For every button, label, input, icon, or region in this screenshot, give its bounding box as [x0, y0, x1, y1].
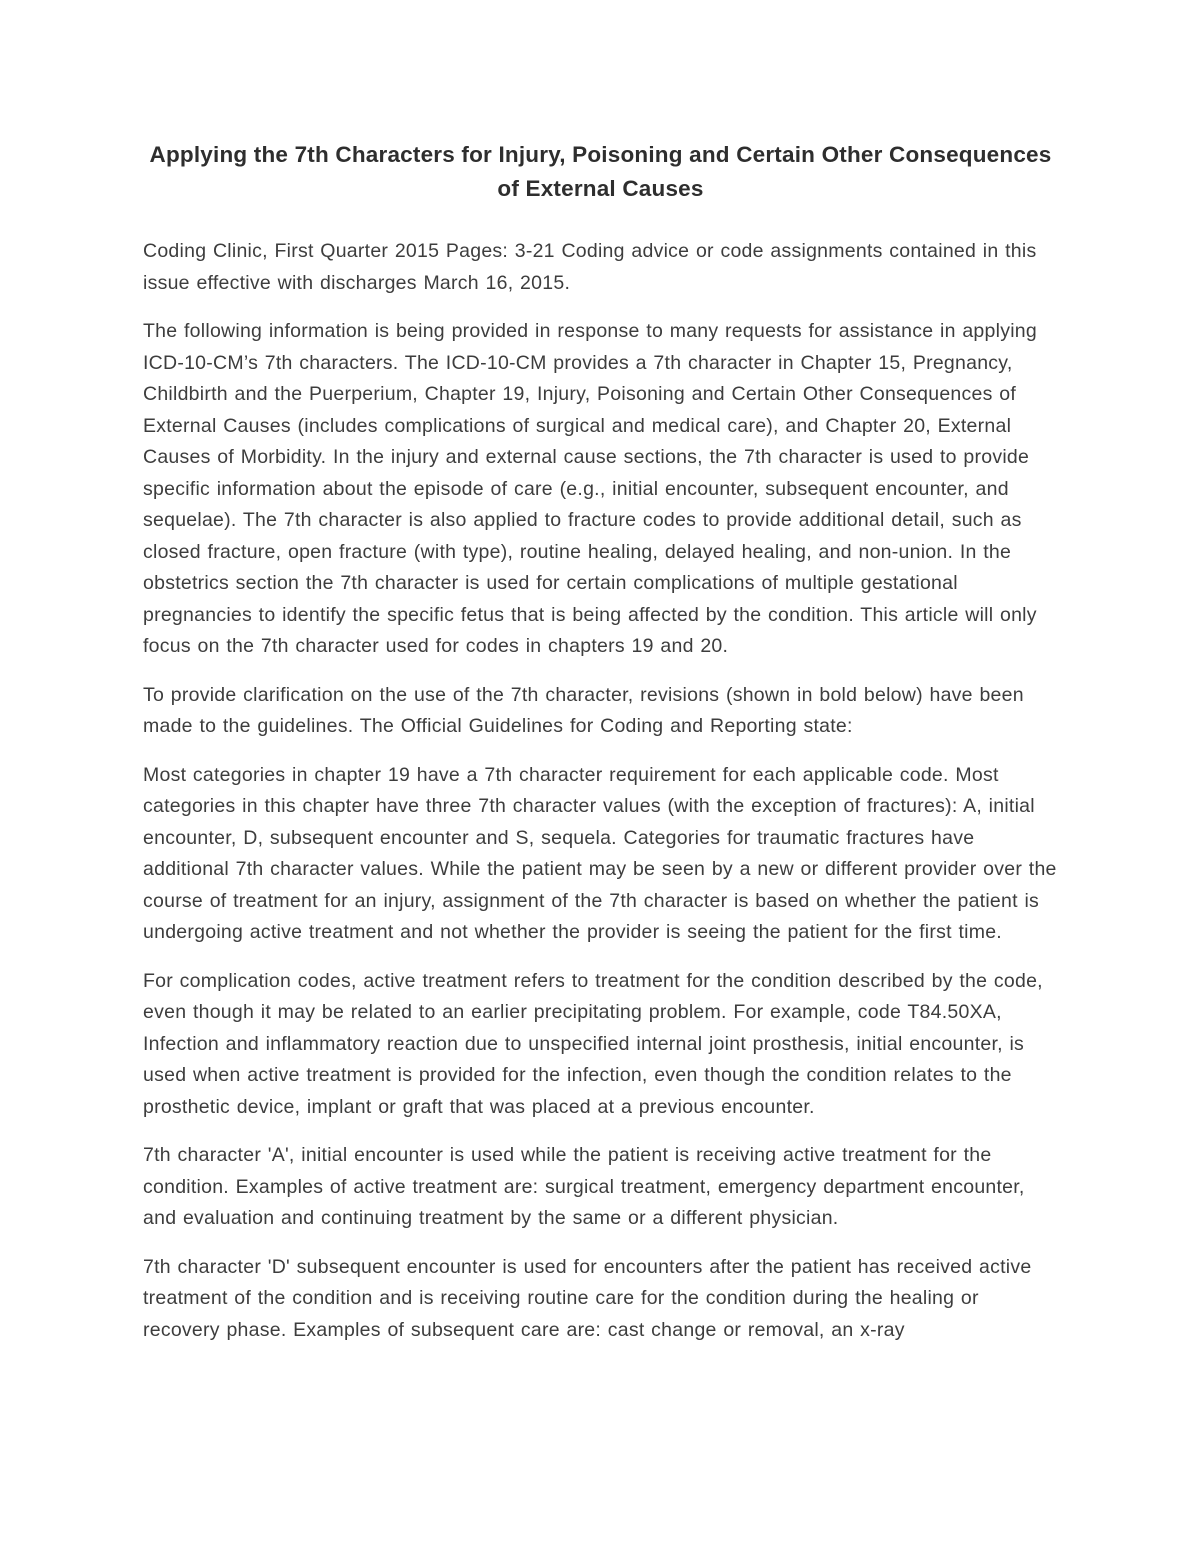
paragraph-background-info: The following information is being provided in response to many requests for assistance in applying ICD-10-CM’s 7th characters. The ICD-10-CM provides a 7th character in Chapter 15, Pregnancy, Childbirth and the Puerperium, Chapter 19, Injury, Poisoning and Certain Other Consequences of External Causes (includes complications of surgical and medical care), and Chapter 20, External Causes of Morbidity. In the injury and external cause sections, the 7th character is used to provide specific information about the episode of care (e.g., initial encounter, subsequent encounter, and sequelae). The 7th character is also applied to fracture codes to provide additional detail, such as closed fracture, open fracture (with type), routine healing, delayed healing, and non-union. In the obstetrics section the 7th character is used for certain complications of multiple gestational pregnancies to identify the specific fetus that is being affected by the condition. This article will only focus on the 7th character used for codes in chapters 19 and 20.	[143, 320, 1037, 657]
paragraph-7th-character-d: 7th character 'D' subsequent encounter is used for encounters after the patient has received active treatment of the condition and is receiving routine care for the condition during the healing or recovery phase. Examples of subsequent care are: cast change or removal, an x-ray	[143, 1255, 1032, 1341]
paragraph-clarification-note: To provide clarification on the use of the 7th character, revisions (shown in bold below) have been made to the guidelines. The Official Guidelines for Coding and Reporting state:	[143, 683, 1024, 737]
paragraph-complication-codes: For complication codes, active treatment refers to treatment for the condition described by the code, even though it may be related to an earlier precipitating problem. For example, code T84.50XA, Infection and inflammatory reaction due to unspecified internal joint prosthesis, initial encounter, is used when active treatment is provided for the infection, even though the condition relates to the prosthetic device, implant or graft that was placed at a previous encounter.	[143, 969, 1043, 1118]
document-title: Applying the 7th Characters for Injury, Poisoning and Certain Other Consequences of External Causes	[149, 142, 1052, 201]
paragraph-coding-clinic-issue: Coding Clinic, First Quarter 2015 Pages: 3-21 Coding advice or code assignments contained in this issue effective with discharges March 16, 2015.	[143, 240, 1037, 294]
paragraph-7th-character-a: 7th character 'A', initial encounter is used while the patient is receiving active treatment for the condition. Examples of active treatment are: surgical treatment, emergency department encounter, and evaluation and continuing treatment by the same or a different physician.	[143, 1144, 1025, 1229]
paragraph-chapter19-categories: Most categories in chapter 19 have a 7th character requirement for each applicable code. Most categories in this chapter have three 7th character values (with the exception of fractures): A, initial encounter, D, subsequent encounter and S, sequela. Categories for traumatic fractures have additional 7th character values. While the patient may be seen by a new or different provider over the course of treatment for an injury, assignment of the 7th character is based on whether the patient is undergoing active treatment and not whether the provider is seeing the patient for the first time.	[143, 763, 1057, 943]
